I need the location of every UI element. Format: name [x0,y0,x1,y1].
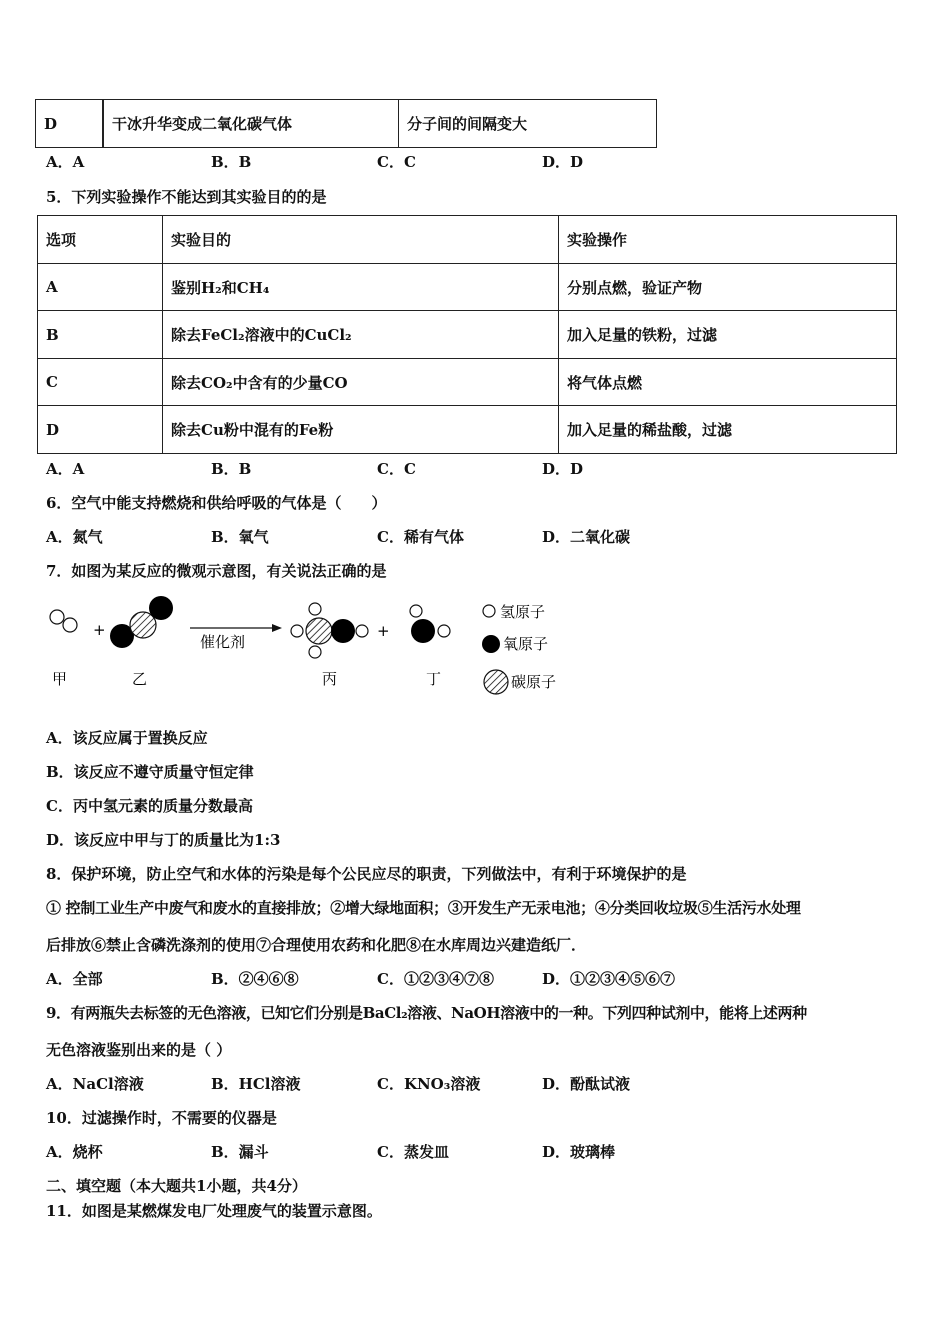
molecule-yi [110,596,173,648]
name-yi: 乙 [132,670,148,688]
reaction-diagram [40,590,580,700]
hydrogen-atom [63,618,77,632]
hydrogen-atom [50,610,64,624]
q9-option-a[interactable]: A．NaCl溶液 [46,1075,144,1093]
q5-option-d[interactable]: D．D [542,460,584,478]
molecule-bing [291,603,368,658]
q9-stem-line-2: 无色溶液鉴别出来的是（ ） [46,1041,232,1059]
molecule-ding [410,605,450,643]
q9-option-d[interactable]: D．酚酞试液 [542,1075,631,1093]
q6-stem: 6．空气中能支持燃烧和供给呼吸的气体是（ ） [46,494,387,512]
q10-option-c[interactable]: C．蒸发皿 [377,1143,449,1161]
q7-option-c[interactable]: C．丙中氢元素的质量分数最高 [46,797,253,815]
q4-option-c[interactable]: C．C [377,153,416,171]
legend-oxygen-icon [482,635,500,653]
q5-stem: 5．下列实验操作不能达到其实验目的的是 [46,188,327,206]
arrow-head-icon [272,624,282,632]
q8-option-d[interactable]: D．①②③④⑤⑥⑦ [542,970,676,988]
q5-row-label: B [38,311,163,359]
legend-hydrogen-label: 氢原子 [500,603,546,621]
hydrogen-atom [438,625,450,637]
diagram-legend [482,603,556,694]
q7-option-d[interactable]: D．该反应中甲与丁的质量比为1:3 [46,831,281,849]
legend-hydrogen-icon [483,605,495,617]
q5-table [37,215,897,454]
q5-option-c[interactable]: C．C [377,460,416,478]
q5-option-b[interactable]: B．B [211,460,252,478]
legend-carbon-icon [484,670,508,694]
hydrogen-atom [291,625,303,637]
q8-stem: 8．保护环境，防止空气和水体的污染是每个公民应尽的职责，下列做法中，有利于环境保护的是 [46,865,687,883]
q8-option-a[interactable]: A．全部 [46,970,103,988]
q5-option-a[interactable]: A．A [46,460,85,478]
catalyst-label: 催化剂 [200,633,246,651]
q5-row-operation: 将气体点燃 [559,359,897,406]
q5-header-operation: 实验操作 [559,216,897,264]
q5-row-purpose: 鉴别H₂和CH₄ [163,264,559,311]
q4-row-phenomenon: 干冰升华变成二氧化碳气体 [103,100,399,148]
oxygen-atom [149,596,173,620]
q4-option-a[interactable]: A．A [46,153,85,171]
table-row [38,406,897,454]
q6-option-c[interactable]: C．稀有气体 [377,528,464,546]
q10-option-d[interactable]: D．玻璃棒 [542,1143,616,1161]
table-row [38,264,897,311]
oxygen-atom [331,619,355,643]
q5-row-operation: 加入足量的稀盐酸，过滤 [559,406,897,454]
reaction-diagram-svg [40,590,580,700]
q8-option-c[interactable]: C．①②③④⑦⑧ [377,970,494,988]
hydrogen-atom [356,625,368,637]
legend-oxygen-label: 氧原子 [503,635,549,653]
q6-option-b[interactable]: B．氧气 [211,528,269,546]
q4-option-b[interactable]: B．B [211,153,252,171]
carbon-atom [306,618,332,644]
q5-row-operation: 加入足量的铁粉，过滤 [559,311,897,359]
q5-row-label: A [38,264,163,311]
q5-header-option: 选项 [38,216,163,264]
q7-stem: 7．如图为某反应的微观示意图，有关说法正确的是 [46,562,387,580]
q5-row-purpose: 除去FeCl₂溶液中的CuCl₂ [163,311,559,359]
hydrogen-atom [309,646,321,658]
hydrogen-atom [410,605,422,617]
hydrogen-atom [309,603,321,615]
q7-option-b[interactable]: B．该反应不遵守质量守恒定律 [46,763,254,781]
oxygen-atom [411,619,435,643]
section-title: 二、填空题（本大题共1小题，共4分） [46,1177,307,1195]
q6-option-d[interactable]: D．二氧化碳 [542,528,631,546]
plus-sign-1: + [93,621,106,639]
table-row [38,359,897,406]
q11-stem: 11．如图是某燃煤发电厂处理废气的装置示意图。 [46,1202,382,1220]
q6-option-a[interactable]: A．氮气 [46,528,103,546]
q10-stem: 10．过滤操作时，不需要的仪器是 [46,1109,277,1127]
legend-carbon-label: 碳原子 [511,673,557,691]
q9-stem-line-1: 9．有两瓶失去标签的无色溶液，已知它们分别是BaCl₂溶液、NaOH溶液中的一种。下列四种试剂中，能将上述两种 [46,1004,807,1022]
q8-measures-line-2: 后排放⑥禁止含磷洗涤剂的使用⑦合理使用农药和化肥⑧在水库周边兴建造纸厂． [46,936,587,954]
table-row [38,311,897,359]
q4-row-label: D [36,100,104,148]
molecule-jia [50,610,77,632]
q8-measures-line-1: ① 控制工业生产中废气和废水的直接排放；②增大绿地面积；③开发生产无汞电池；④分类回收垃圾⑤生活污水处理 [46,899,801,917]
q5-row-purpose: 除去CO₂中含有的少量CO [163,359,559,406]
q10-option-b[interactable]: B．漏斗 [211,1143,269,1161]
q5-row-label: D [38,406,163,454]
name-ding: 丁 [426,670,442,688]
q5-row-label: C [38,359,163,406]
q4-option-d[interactable]: D．D [542,153,584,171]
q4-row-explanation: 分子间的间隔变大 [399,100,657,148]
plus-sign-2: + [377,622,390,640]
q5-header-purpose: 实验目的 [163,216,559,264]
q8-option-b[interactable]: B．②④⑥⑧ [211,970,299,988]
q5-row-purpose: 除去Cu粉中混有的Fe粉 [163,406,559,454]
q9-option-b[interactable]: B．HCl溶液 [211,1075,301,1093]
q10-option-a[interactable]: A．烧杯 [46,1143,103,1161]
q4-table [35,99,657,148]
name-jia: 甲 [52,670,68,688]
q7-option-a[interactable]: A．该反应属于置换反应 [46,729,208,747]
q5-row-operation: 分别点燃，验证产物 [559,264,897,311]
name-bing: 丙 [322,670,338,688]
q9-option-c[interactable]: C．KNO₃溶液 [377,1075,481,1093]
